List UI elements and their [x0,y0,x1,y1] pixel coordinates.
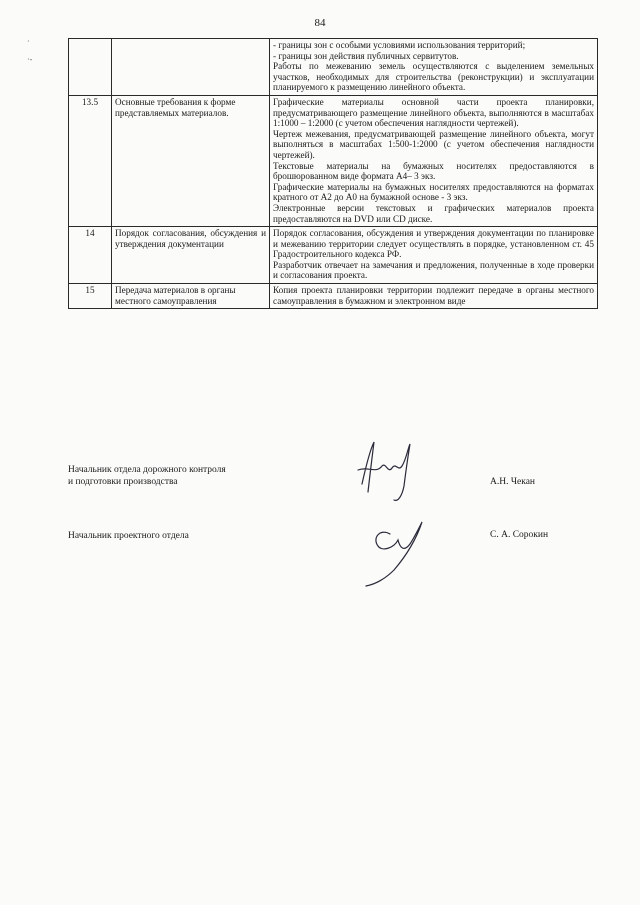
table-row [69,95,598,226]
row-title: Передача материалов в органы местного самоуправления [112,284,270,309]
row-number: 13.5 [69,95,112,226]
scan-mark: · [27,37,30,46]
signatory-name: С. А. Сорокин [490,530,549,540]
handwritten-signature [348,436,418,506]
description-paragraph: Текстовые материалы на бумажных носителях предоставляются в брошюрованном виде формата А4– 3 экз. [273,160,594,182]
page-number: 84 [314,17,326,29]
description-paragraph: Электронные версии текстовых и графических материалов проекта предоставляются на DVD или CD диске. [273,202,594,224]
description-paragraph: Работы по межеванию земель осуществляются с выделением земельных участков, необходимых для строительства (реконструкции) и эксплуатации планируемого к размещению линейного объекта. [273,61,594,93]
description-paragraph: - границы зон с особыми условиями использования территорий; [273,40,526,50]
row-number [69,39,112,96]
row-number: 15 [69,284,112,309]
row-description [270,284,598,309]
description-paragraph: Графические материалы основной части проекта планировки, предусматривающего размещение линейного объекта, выполняются в масштабах 1:1000 – 1:2000 (с учетом обеспечения наглядности чертежей). [273,96,594,129]
row-title: Порядок согласования, обсуждения и утверждения документации [112,227,270,284]
signatory-title: Начальник проектного отдела [68,531,189,541]
signatory-name: А.Н. Чекан [490,477,536,487]
table-row [69,39,598,96]
signatory-title: Начальник отдела дорожного контроля и подготовки производства [68,465,226,487]
requirements-table [68,38,598,309]
row-title: Основные требования к форме представляемых материалов. [112,95,270,226]
row-number: 14 [69,227,112,284]
description-paragraph: Чертеж межевания, предусматривающей размещение линейного объекта, могут выполняться в масштабах 1:500-1:2000 (с учетом обеспечения наглядности чертежей). [273,128,594,160]
description-paragraph: - границы зон действия публичных сервитутов. [273,50,459,61]
description-paragraph: Графические материалы на бумажных носителях предоставляются на форматах кратного от А2 до А0 на бумажной основе - 3 экз. [273,181,594,203]
description-paragraph: Порядок согласования, обсуждения и утверждения документации по планировке и межеванию территории следует осуществлять в порядке, установленном ст. 45 Градостроительного кодекса РФ. [273,228,594,260]
scan-mark: ·- [27,55,33,64]
table-row [69,227,598,284]
row-title [112,39,270,96]
description-paragraph: Разработчик отвечает на замечания и предложения, полученные в ходе проверки и согласования проекта. [273,259,594,281]
row-description [270,227,598,284]
table-row [69,284,598,309]
handwritten-signature [360,514,440,589]
row-description [270,95,598,226]
description-paragraph: Копия проекта планировки территории подлежит передаче в органы местного самоуправления в бумажном и электронном виде [273,285,594,306]
row-description [270,39,598,96]
